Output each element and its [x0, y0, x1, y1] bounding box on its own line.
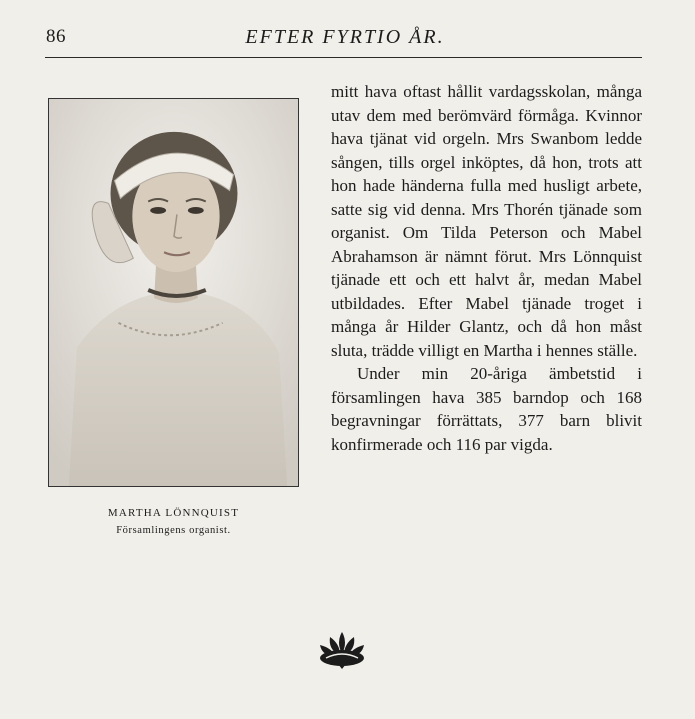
running-title: EFTER FYRTIO ÅR. — [245, 26, 445, 48]
page-number: 86 — [46, 26, 66, 47]
paragraph-1: mitt hava oftast hållit vardagsskolan, många utav dem med berömvärd förmåga. Kvinnor hava tjänat vid orgeln. Mrs Swanbom ledde sången, tills orgel inköptes, då hon, trots att hon hade händerna fulla med husligt arbete, satte sig vid denna. Mrs Thorén tjänade som organist. Om Tilda Peterson och Mabel Abrahamson är nämnt förut. Mrs Lönnquist tjänade ett och ett halvt år, medan Mabel utbildades. Efter Mabel tjänade troget i många år Hilder Glantz, och då hon måst sluta, trädde villigt en Martha i hennes ställe. — [331, 82, 642, 360]
lotus-ornament-icon — [316, 628, 368, 670]
footer-ornament — [316, 628, 368, 670]
text-column — [331, 80, 642, 456]
portrait-photo — [48, 98, 299, 487]
paragraph-2: Under min 20-åriga ämbetstid i församlingen hava 385 barndop och 168 begravningar förrättats, 377 barn blivit konfirmerade och 116 par vigda. — [331, 364, 642, 454]
caption-role: Församlingens organist. — [116, 525, 231, 536]
photo-caption — [48, 505, 299, 539]
caption-name: MARTHA LÖNNQUIST — [107, 507, 240, 519]
header-rule — [45, 57, 642, 58]
portrait-photo-icon — [49, 99, 298, 486]
